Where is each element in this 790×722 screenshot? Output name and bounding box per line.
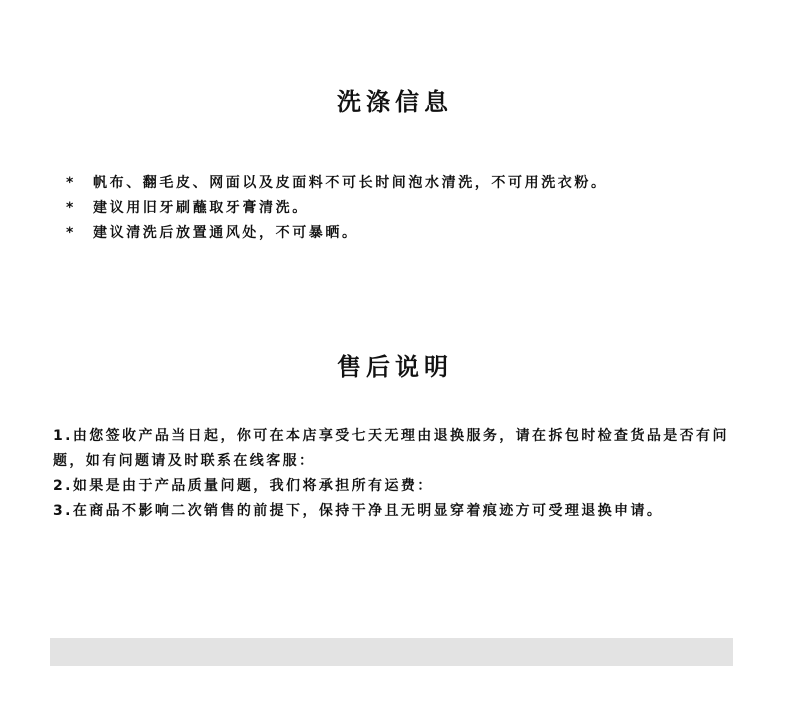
after-sale-terms [53,424,738,524]
bullet-asterisk: * [66,175,76,191]
care-item-text: 建议清洗后放置通风处，不可暴晒。 [93,225,359,241]
after-sale-paragraph: 3.在商品不影响二次销售的前提下，保持干净且无明显穿着痕迹方可受理退换申请。 [53,503,664,519]
after-sale-title: 售后说明 [337,352,453,381]
washing-care-list [66,172,766,247]
footer-bar [50,638,733,666]
washing-info-title: 洗涤信息 [337,87,453,116]
care-item-text: 帆布、翻毛皮、网面以及皮面料不可长时间泡水清洗，不可用洗衣粉。 [93,175,608,191]
after-sale-paragraph: 1.由您签收产品当日起，你可在本店享受七天无理由退换服务，请在拆包时检查货品是否有问题，如有问题请及时联系在线客服： [53,428,729,469]
bullet-asterisk: * [66,225,76,241]
care-item [66,172,766,197]
care-item [66,197,766,222]
after-sale-paragraph: 2.如果是由于产品质量问题，我们将承担所有运费： [53,478,434,494]
care-item [66,222,766,247]
bullet-asterisk: * [66,200,76,216]
care-item-text: 建议用旧牙刷蘸取牙膏清洗。 [93,200,309,216]
